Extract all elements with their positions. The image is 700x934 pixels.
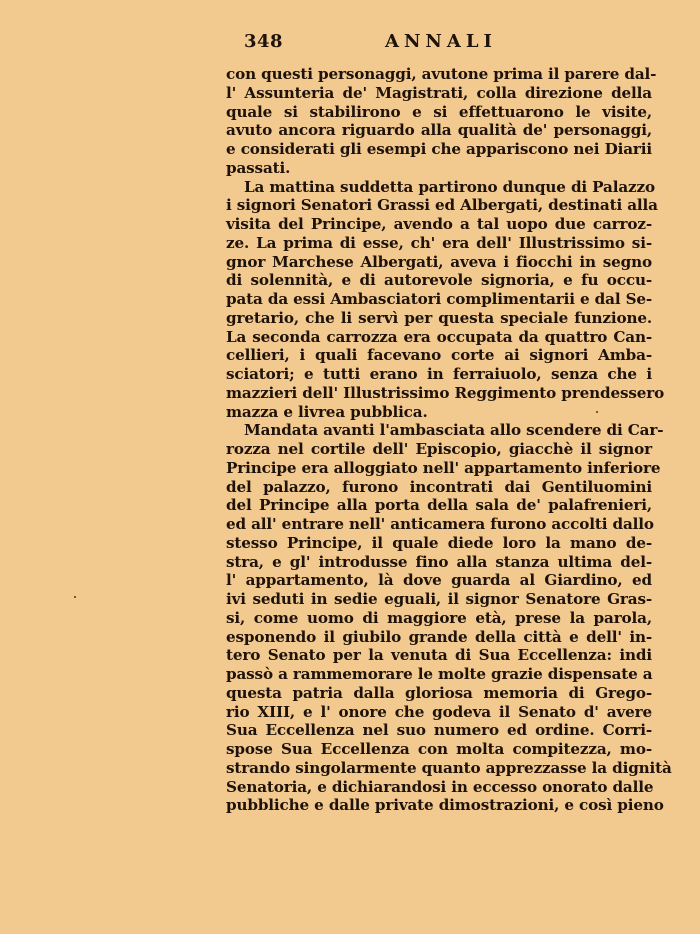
text-line: del palazzo, furono incontrati dai Gentiluomini xyxy=(226,477,652,496)
text-line: quale si stabilirono e si effettuarono le visite, xyxy=(226,102,652,121)
body-text xyxy=(226,65,672,815)
text-line: l' Assunteria de' Magistrati, colla direzione della xyxy=(226,83,652,102)
text-line: passò a rammemorare le molte grazie dispensate a xyxy=(226,665,653,683)
text-line: stra, e gl' introdusse fino alla stanza ultima del- xyxy=(226,552,652,571)
text-line: e considerati gli esempi che appariscono nei Diarii xyxy=(226,140,652,158)
text-line: visita del Principe, avendo a tal uopo due carroz- xyxy=(226,215,652,233)
text-line: ze. La prima di esse, ch' era dell' Illustrissimo si- xyxy=(226,233,652,252)
text-line: rozza nel cortile dell' Episcopio, giacchè il signor xyxy=(226,440,652,458)
text-line: tero Senato per la venuta di Sua Eccellenza: indi xyxy=(226,646,652,665)
text-line: esponendo il giubilo grande della città e dell' in- xyxy=(226,627,652,646)
text-line: del Principe alla porta della sala de' palafrenieri, xyxy=(226,496,652,515)
text-line: stesso Principe, il quale diede loro la mano de- xyxy=(226,533,652,552)
text-line: pubbliche e dalle private dimostrazioni, e così pieno xyxy=(226,796,664,815)
text-line: spose Sua Eccellenza con molta compitezza, mo- xyxy=(226,740,652,758)
text-line: mazza e livrea pubblica. xyxy=(226,402,428,421)
text-line: Principe era alloggiato nell' appartamento inferiore xyxy=(226,458,661,477)
text-line: Sua Eccellenza nel suo numero ed ordine. Corri- xyxy=(226,721,652,740)
text-line: si, come uomo di maggiore età, prese la parola, xyxy=(226,608,652,627)
text-line: Senatoria, e dichiarandosi in eccesso onorato dalle xyxy=(226,777,654,796)
text-line: gnor Marchese Albergati, aveva i fiocchi in segno xyxy=(226,252,652,271)
text-line: i signori Senatori Grassi ed Albergati, destinati alla xyxy=(226,196,658,215)
text-line: ivi seduti in sedie eguali, il signor Senatore Gras- xyxy=(226,590,652,608)
text-line: La seconda carrozza era occupata da quattro Can- xyxy=(226,327,652,346)
text-line: di solennità, e di autorevole signoria, e fu occu- xyxy=(226,271,652,290)
paragraph-start-line: La mattina suddetta partirono dunque di Palazzo xyxy=(244,177,655,196)
text-line: con questi personaggi, avutone prima il parere dal- xyxy=(226,65,657,83)
running-title: ANNALI xyxy=(385,31,497,52)
page-number: 348 xyxy=(244,31,284,52)
text-line: rio XIII, e l' onore che godeva il Senato d' avere xyxy=(226,702,652,721)
text-line: gretario, che li servì per questa speciale funzione. xyxy=(226,308,652,327)
page-header xyxy=(244,31,664,57)
text-line: cellieri, i quali facevano corte ai signori Amba- xyxy=(226,346,652,365)
text-line: l' appartamento, là dove guarda al Giardino, ed xyxy=(226,571,652,590)
text-line: strando singolarmente quanto apprezzasse la dignità xyxy=(226,758,672,777)
text-line: questa patria dalla gloriosa memoria di Grego- xyxy=(226,683,652,702)
text-line: sciatori; e tutti erano in ferraiuolo, senza che i xyxy=(226,365,652,383)
text-line: ed all' entrare nell' anticamera furono accolti dallo xyxy=(226,515,654,533)
ink-speck xyxy=(74,596,76,598)
paragraph-start-line: Mandata avanti l'ambasciata allo scendere di Car- xyxy=(244,421,664,440)
text-line: mazzieri dell' Illustrissimo Reggimento prendessero xyxy=(226,383,665,402)
text-line: pata da essi Ambasciatori complimentarii e dal Se- xyxy=(226,290,653,308)
ink-speck xyxy=(596,411,598,413)
text-line: avuto ancora riguardo alla qualità de' personaggi, xyxy=(226,121,652,140)
text-line: passati. xyxy=(226,158,291,177)
